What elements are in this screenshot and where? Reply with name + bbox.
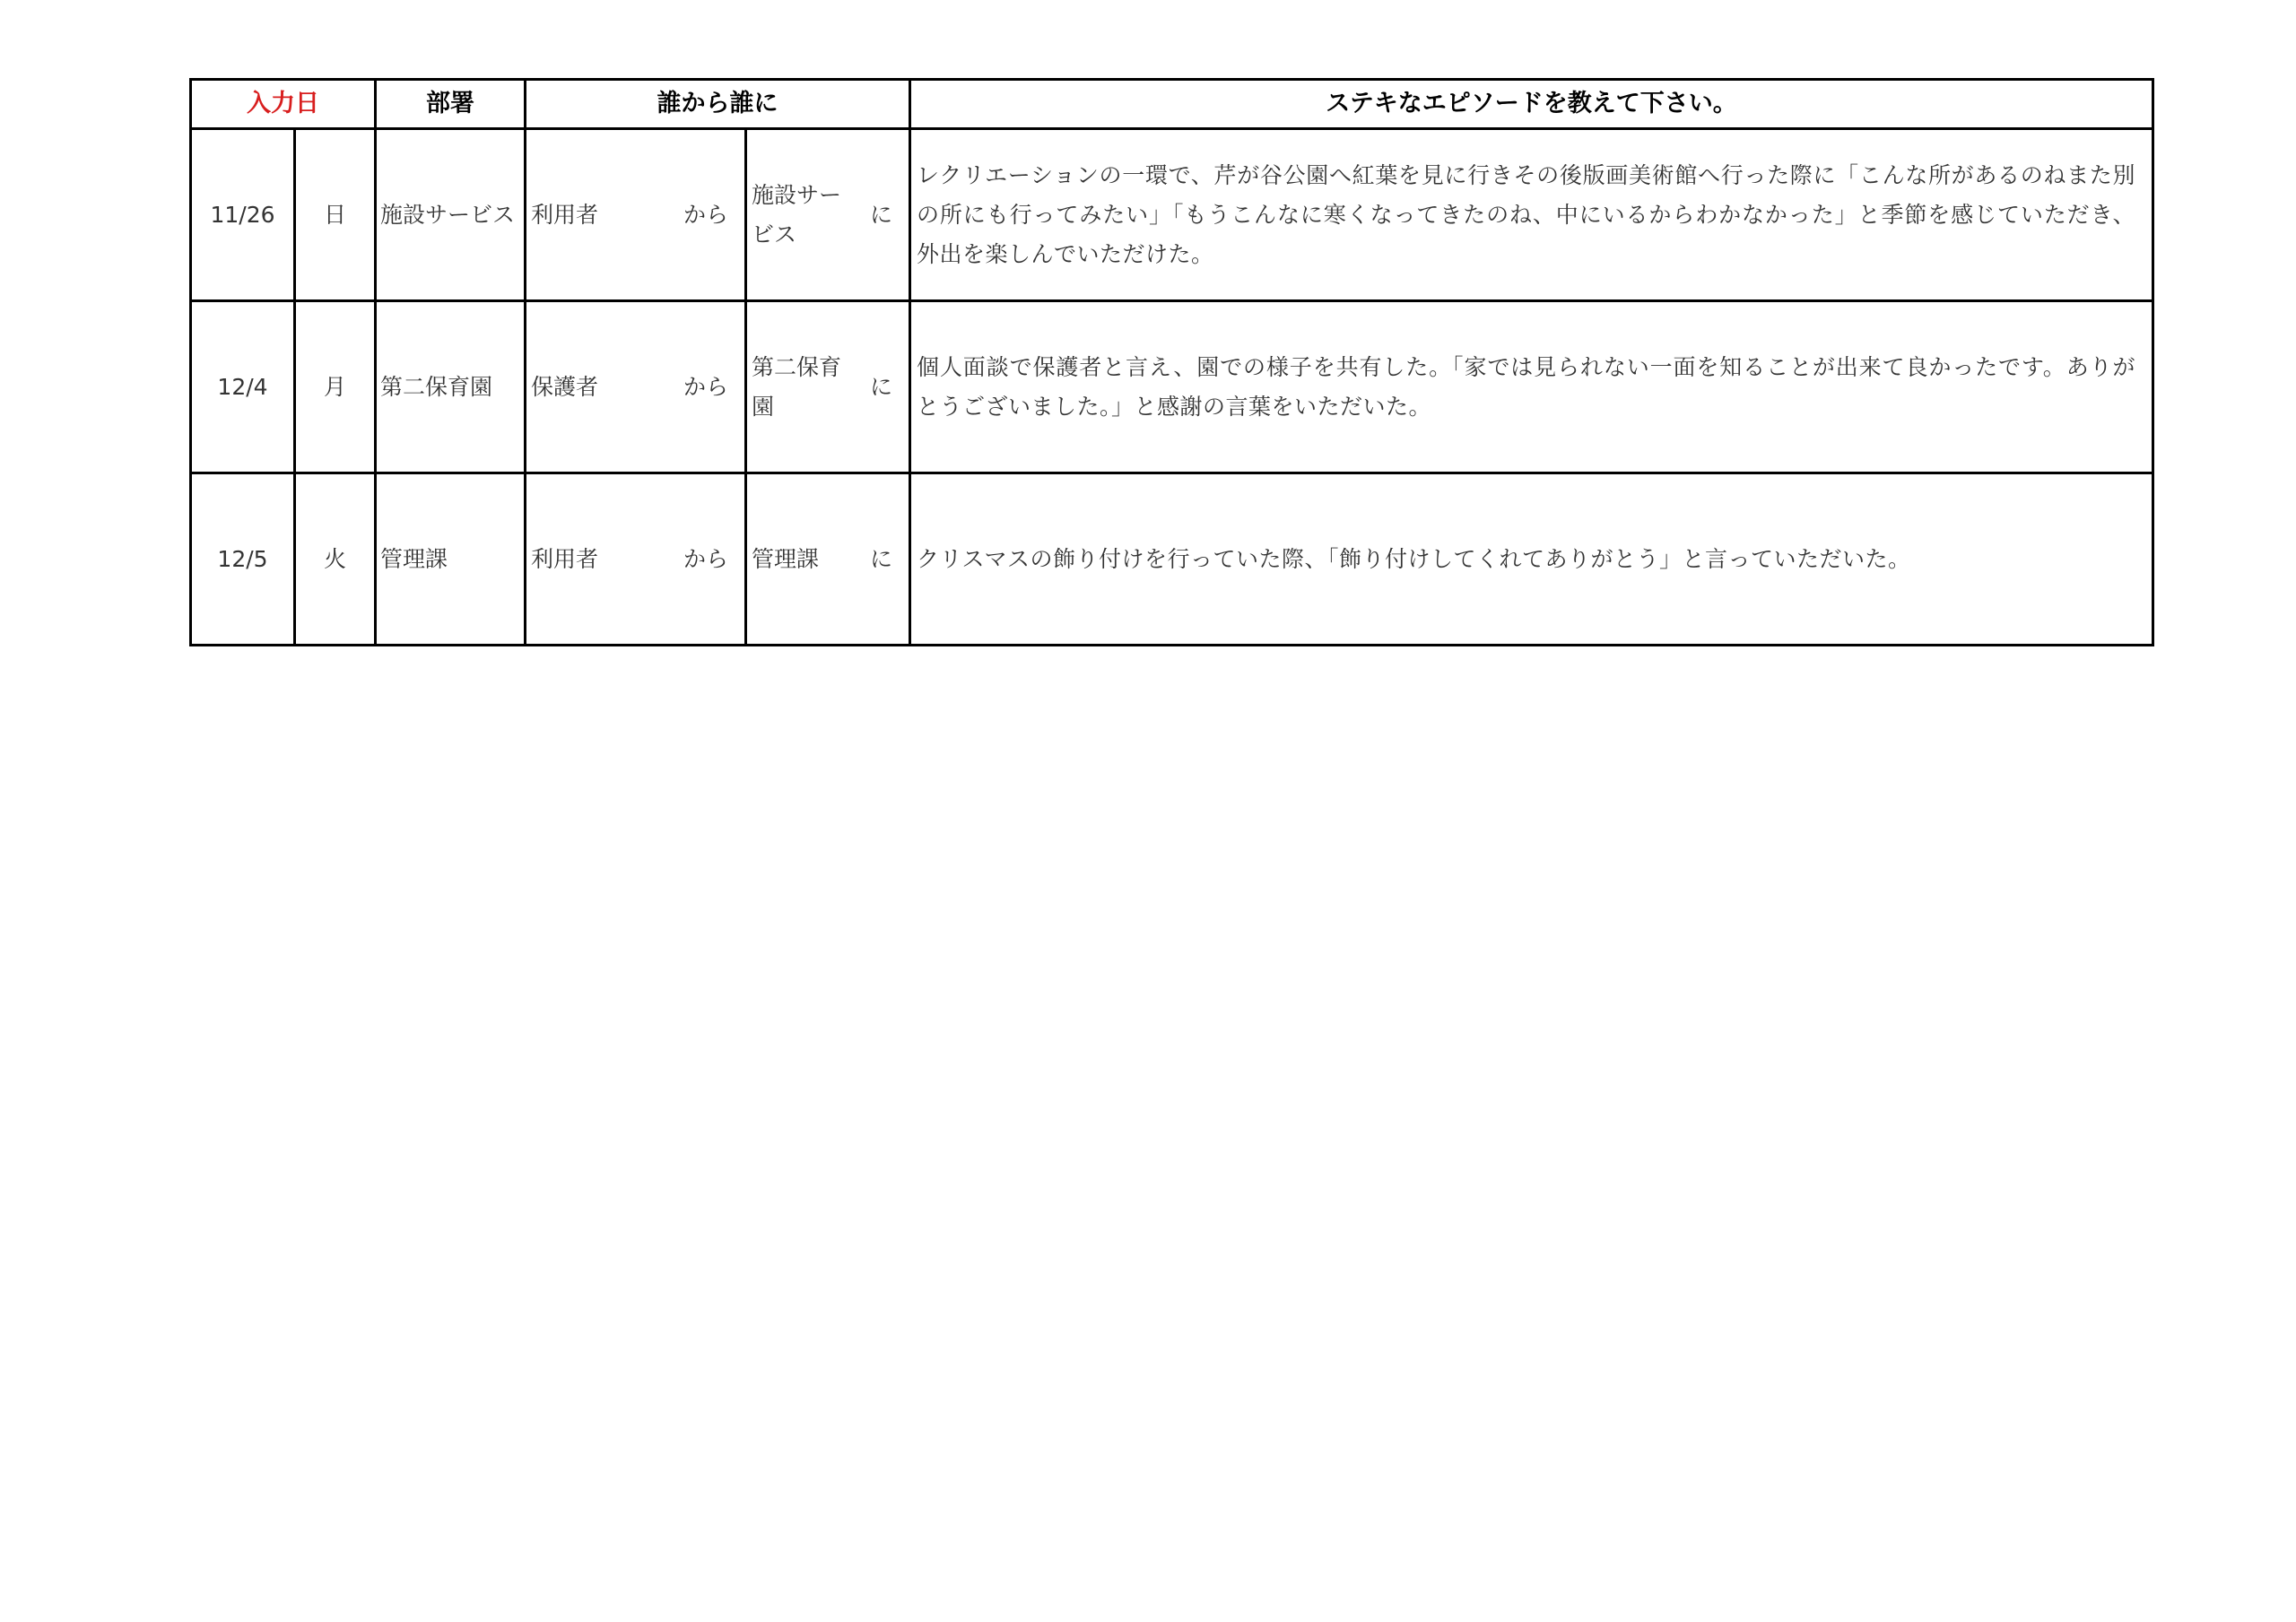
from-value: 保護者	[531, 373, 599, 400]
from-cell	[526, 301, 746, 473]
from-suffix: から	[683, 545, 728, 572]
to-value: 第二保育園	[752, 353, 842, 420]
from-cell	[526, 129, 746, 301]
from-cell	[526, 473, 746, 646]
header-department: 部署	[376, 80, 526, 129]
to-cell	[746, 301, 910, 473]
department-cell: 第二保育園	[376, 301, 526, 473]
day-cell: 火	[295, 473, 376, 646]
header-from-to: 誰から誰に	[526, 80, 910, 129]
to-suffix: に	[869, 201, 892, 228]
department-cell: 施設サービス	[376, 129, 526, 301]
table-row	[191, 301, 2153, 473]
date-cell: 11/26	[191, 129, 295, 301]
to-suffix: に	[869, 373, 892, 400]
date-cell: 12/5	[191, 473, 295, 646]
episode-cell	[910, 301, 2153, 473]
header-row	[191, 80, 2153, 129]
date-cell: 12/4	[191, 301, 295, 473]
header-entry-date: 入力日	[191, 80, 376, 129]
to-suffix: に	[869, 545, 892, 572]
from-value: 利用者	[531, 201, 599, 228]
episode-cell	[910, 473, 2153, 646]
day-cell: 日	[295, 129, 376, 301]
episode-text: クリスマスの飾り付けを行っていた際、「飾り付けしてくれてありがとう」と言っていただいた。	[917, 545, 1911, 572]
episode-cell	[910, 129, 2153, 301]
from-suffix: から	[683, 373, 728, 400]
day-cell: 月	[295, 301, 376, 473]
from-value: 利用者	[531, 545, 599, 572]
to-cell	[746, 473, 910, 646]
episode-text: レクリエーションの一環で、芹が谷公園へ紅葉を見に行きその後版画美術館へ行った際に「こんな所があるのねまた別の所にも行ってみたい」「もうこんなに寒くなってきたのね、中にいるからわかなかった」と季節を感じていただき、外出を楽しんでいただけた。	[917, 161, 2135, 267]
department-cell: 管理課	[376, 473, 526, 646]
to-value: 管理課	[752, 545, 820, 572]
episode-text: 個人面談で保護者と言え、園での様子を共有した。「家では見られない一面を知ることが出来て良かったです。ありがとうございました。」と感謝の言葉をいただいた。	[917, 353, 2135, 420]
to-cell	[746, 129, 910, 301]
episode-table	[189, 78, 2154, 646]
header-episode: ステキなエピソードを教えて下さい。	[910, 80, 2153, 129]
from-suffix: から	[683, 201, 728, 228]
table-row	[191, 473, 2153, 646]
to-value: 施設サービス	[752, 181, 842, 247]
table-row	[191, 129, 2153, 301]
